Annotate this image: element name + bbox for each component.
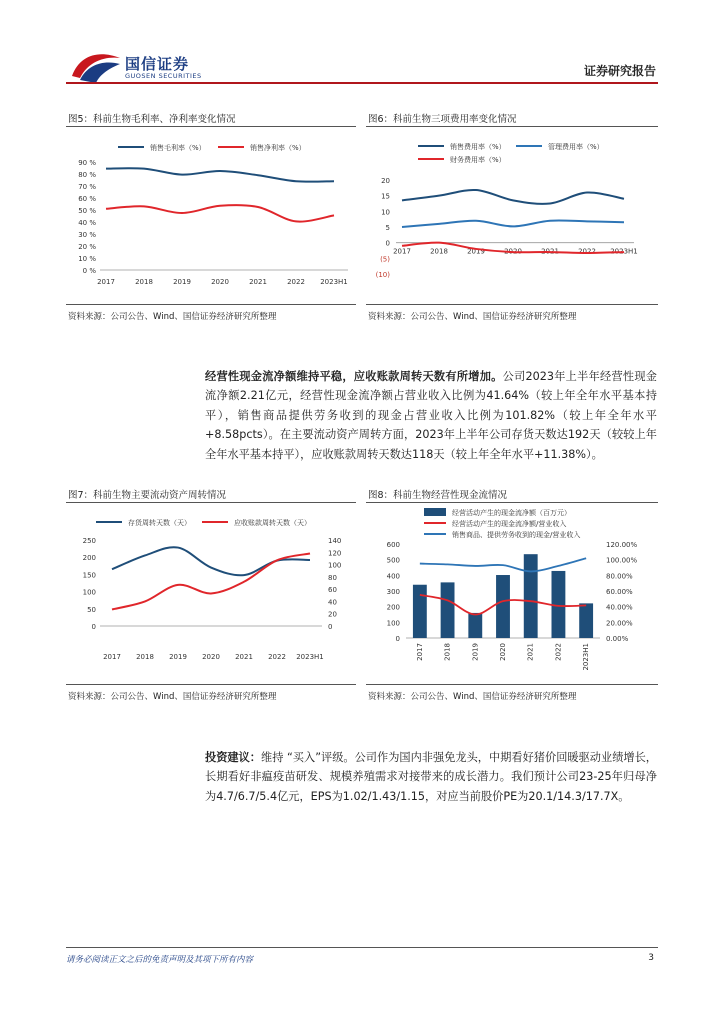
fig5-legend-2-label: 销售净利率（%） bbox=[250, 144, 306, 152]
footer-divider bbox=[66, 947, 658, 948]
fig8-title: 图8：科前生物经营性现金流情况 bbox=[368, 490, 508, 501]
fig6-x-tick: 2019 bbox=[467, 247, 485, 256]
fig6-x-tick: 2018 bbox=[430, 247, 448, 256]
fig7-y-left-tick: 0 bbox=[91, 623, 96, 631]
fig8-x-tick: 2017 bbox=[415, 643, 424, 661]
fig8-y-left-tick: 400 bbox=[386, 572, 400, 581]
fig6-y-tick: (5) bbox=[380, 255, 390, 264]
fig8-legend-3-label: 销售商品、提供劳务收到的现金/营业收入 bbox=[452, 531, 581, 539]
fig5-legend-1-label: 销售毛利率（%） bbox=[150, 144, 206, 152]
fig8-x-tick: 2019 bbox=[471, 643, 480, 661]
fig8-y-right-tick: 60.00% bbox=[606, 588, 633, 596]
fig8-y-left-tick: 500 bbox=[386, 556, 400, 565]
fig6-y-tick: 5 bbox=[385, 224, 390, 232]
fig8-bottom-rule bbox=[366, 684, 658, 685]
fig7-y-left-tick: 250 bbox=[82, 537, 96, 545]
report-type-label: 证券研究报告 bbox=[583, 64, 656, 78]
fig8-y-left-tick: 200 bbox=[386, 603, 400, 612]
fig7-legend-2-label: 应收账款周转天数（天） bbox=[234, 519, 311, 527]
fig8-y-left-tick: 100 bbox=[386, 619, 400, 628]
fig5-x-tick: 2018 bbox=[135, 278, 153, 286]
fig8-legend-2-label: 经营活动产生的现金流净额/营业收入 bbox=[452, 520, 567, 528]
fig5-chart bbox=[66, 132, 358, 292]
brand-logo bbox=[70, 50, 210, 84]
fig7-y-right-tick: 100 bbox=[328, 561, 342, 570]
logo-text-en: GUOSEN SECURITIES bbox=[125, 72, 202, 80]
fig8-bar bbox=[579, 603, 593, 638]
fig7-y-right-tick: 20 bbox=[328, 610, 337, 619]
body-paragraph-cashflow bbox=[205, 367, 657, 464]
fig7-legend-1-label: 存货周转天数（天） bbox=[128, 519, 191, 527]
fig8-y-left-tick: 300 bbox=[386, 588, 400, 596]
fig8-y-right-tick: 40.00% bbox=[606, 603, 633, 612]
fig7-series-line-1 bbox=[112, 547, 310, 575]
fig5-y-tick: 20 % bbox=[78, 243, 96, 251]
fig5-series-line-2 bbox=[106, 205, 334, 222]
fig8-y-right-tick: 80.00% bbox=[606, 572, 633, 581]
fig7-x-tick: 2023H1 bbox=[296, 653, 324, 661]
fig5-x-tick: 2021 bbox=[249, 278, 267, 286]
fig7-y-left-tick: 150 bbox=[82, 571, 96, 580]
fig8-source: 资料来源：公司公告、Wind、国信证券经济研究所整理 bbox=[368, 692, 577, 702]
fig6-x-tick: 2020 bbox=[504, 247, 522, 256]
disclaimer-note: 请务必阅读正文之后的免责声明及其项下所有内容 bbox=[66, 955, 254, 965]
fig5-y-tick: 50 % bbox=[78, 207, 96, 215]
fig7-x-tick: 2022 bbox=[268, 653, 286, 661]
fig5-series-line-1 bbox=[106, 168, 334, 181]
fig6-legend-2-label: 管理费用率（%） bbox=[548, 143, 604, 151]
fig7-top-rule bbox=[66, 502, 356, 503]
paragraph-lead: 投资建议： bbox=[205, 751, 262, 764]
fig6-y-tick: 15 bbox=[381, 192, 390, 201]
fig5-y-tick: 60 % bbox=[78, 195, 96, 203]
fig6-y-tick: 0 bbox=[385, 239, 390, 248]
fig5-y-tick: 40 % bbox=[78, 219, 96, 227]
fig8-legend-1-swatch bbox=[424, 508, 446, 516]
fig6-chart bbox=[366, 132, 658, 292]
fig7-y-right-tick: 60 bbox=[328, 586, 337, 595]
fig5-top-rule bbox=[66, 126, 356, 127]
fig6-y-tick: 20 bbox=[381, 177, 390, 185]
fig6-legend-1-label: 销售费用率（%） bbox=[450, 143, 506, 151]
fig5-x-tick: 2020 bbox=[211, 278, 229, 286]
fig7-series-line-2 bbox=[112, 554, 310, 610]
fig7-y-right-tick: 120 bbox=[328, 549, 342, 558]
fig6-bottom-rule bbox=[366, 304, 658, 305]
fig8-x-tick: 2022 bbox=[554, 643, 563, 661]
fig6-x-tick: 2021 bbox=[541, 247, 559, 256]
fig6-x-tick: 2023H1 bbox=[610, 247, 638, 256]
fig7-x-tick: 2017 bbox=[103, 653, 121, 661]
fig8-x-tick: 2020 bbox=[499, 643, 507, 661]
fig8-series-line-2 bbox=[420, 558, 586, 571]
fig6-legend-3-label: 财务费用率（%） bbox=[450, 156, 506, 164]
body-paragraph-investment bbox=[205, 748, 657, 806]
fig5-x-tick: 2022 bbox=[287, 278, 305, 286]
paragraph-text: 公司2023年上半年经营性现金流净额2.21亿元，经营性现金流净额占营业收入比例为41.64%（较上年全年水平基本持平），销售商品提供劳务收到的现金占营业收入比例为101.82%（较上年全年水平+8.58pcts）。在主要流动资产周转方面，2023年上半年公司存货天数达192天（较较上年全年水平基本持平），应收账款周转天数达118天（较上年全年水平+11.38%）。 bbox=[205, 370, 657, 461]
fig8-bar bbox=[413, 585, 427, 638]
fig8-y-right-tick: 0.00% bbox=[606, 635, 629, 643]
paragraph-lead: 经营性现金流净额维持平稳，应收账款周转天数有所增加。 bbox=[205, 370, 503, 383]
fig8-top-rule bbox=[366, 502, 658, 503]
fig8-chart bbox=[366, 504, 658, 680]
fig6-x-tick: 2022 bbox=[578, 247, 596, 256]
fig8-x-tick: 2023H1 bbox=[582, 643, 591, 671]
fig7-y-right-tick: 140 bbox=[328, 537, 342, 545]
fig7-source: 资料来源：公司公告、Wind、国信证券经济研究所整理 bbox=[68, 692, 277, 702]
fig6-series-line-2 bbox=[402, 220, 624, 227]
fig5-x-tick: 2019 bbox=[173, 278, 191, 286]
fig5-source: 资料来源：公司公告、Wind、国信证券经济研究所整理 bbox=[68, 312, 277, 322]
fig7-y-right-tick: 80 bbox=[328, 573, 337, 582]
fig8-y-right-tick: 120.00% bbox=[606, 541, 638, 549]
fig8-legend-1-label: 经营活动产生的现金流净额（百万元） bbox=[452, 509, 571, 517]
fig5-y-tick: 0 % bbox=[82, 267, 96, 275]
fig7-y-left-tick: 200 bbox=[82, 554, 96, 563]
fig6-top-rule bbox=[366, 126, 658, 127]
fig6-y-tick: (10) bbox=[375, 271, 390, 279]
page-number: 3 bbox=[648, 953, 654, 963]
fig5-y-tick: 10 % bbox=[78, 255, 96, 263]
fig7-x-tick: 2021 bbox=[235, 653, 253, 661]
fig5-y-tick: 90 % bbox=[78, 159, 96, 167]
fig8-x-tick: 2021 bbox=[526, 643, 535, 661]
fig7-chart bbox=[66, 506, 358, 676]
header-divider bbox=[66, 82, 658, 84]
fig7-bottom-rule bbox=[66, 684, 356, 685]
fig5-y-tick: 30 % bbox=[78, 231, 96, 239]
fig7-x-tick: 2019 bbox=[169, 653, 187, 661]
logo-text-cn: 国信证券 bbox=[125, 55, 190, 73]
fig7-y-left-tick: 100 bbox=[82, 588, 96, 597]
fig5-x-tick: 2017 bbox=[97, 278, 115, 286]
fig5-y-tick: 80 % bbox=[78, 171, 96, 179]
fig7-y-right-tick: 40 bbox=[328, 598, 337, 607]
fig8-y-right-tick: 100.00% bbox=[606, 556, 638, 565]
fig7-title: 图7：科前生物主要流动资产周转情况 bbox=[68, 490, 227, 501]
fig6-series-line-1 bbox=[402, 190, 624, 204]
fig7-y-right-tick: 0 bbox=[328, 623, 333, 631]
fig8-bar bbox=[524, 554, 538, 638]
logo-mark-icon bbox=[70, 50, 122, 84]
fig8-y-left-tick: 0 bbox=[395, 635, 400, 643]
fig5-bottom-rule bbox=[66, 304, 356, 305]
fig8-bar bbox=[441, 582, 455, 638]
fig8-bar bbox=[468, 613, 482, 638]
fig6-source: 资料来源：公司公告、Wind、国信证券经济研究所整理 bbox=[368, 312, 577, 322]
fig7-x-tick: 2018 bbox=[136, 653, 154, 661]
fig6-title: 图6：科前生物三项费用率变化情况 bbox=[368, 114, 517, 125]
fig5-x-tick: 2023H1 bbox=[320, 278, 348, 286]
fig8-x-tick: 2018 bbox=[443, 643, 452, 661]
fig7-y-left-tick: 50 bbox=[87, 605, 96, 614]
fig5-y-tick: 70 % bbox=[78, 183, 96, 191]
fig5-title: 图5：科前生物毛利率、净利率变化情况 bbox=[68, 114, 236, 125]
fig7-x-tick: 2020 bbox=[202, 653, 220, 661]
fig6-y-tick: 10 bbox=[381, 208, 390, 217]
fig8-y-right-tick: 20.00% bbox=[606, 619, 633, 628]
fig8-y-left-tick: 600 bbox=[386, 541, 400, 549]
paragraph-text: 维持 “买入”评级。公司作为国内非强免龙头，中期看好猪价回暖驱动业绩增长，长期看好非瘟疫苗研发、规模养殖需求对接带来的成长潜力。我们预计公司23-25年归母净为4.7/6.7/5.4亿元，EPS为1.02/1.43/1.15，对应当前股价PE为20.1/14.3/17.7X。 bbox=[205, 751, 657, 803]
fig6-x-tick: 2017 bbox=[393, 247, 411, 256]
fig8-bar bbox=[496, 575, 510, 638]
